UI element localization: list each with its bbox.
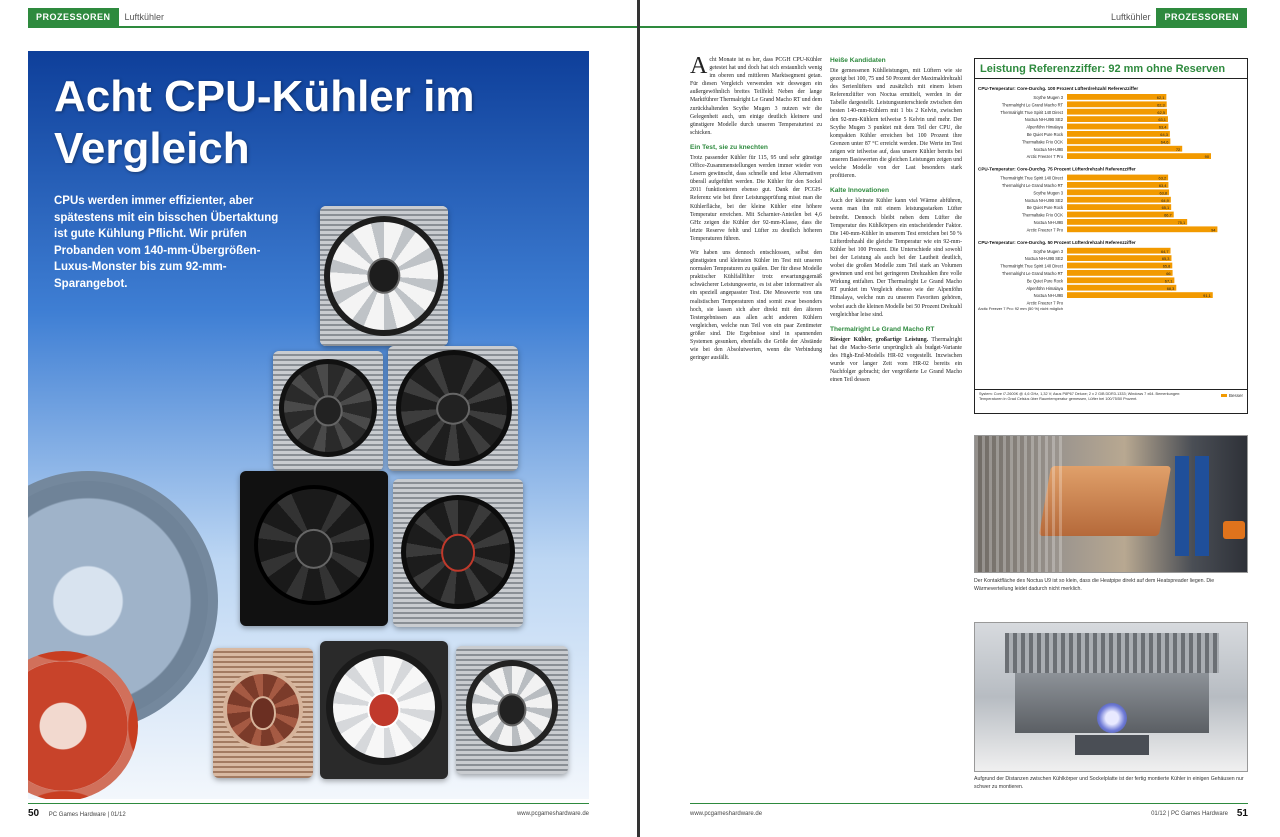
- chart-group-title: CPU-Temperatur: Core-Durchg. 50 Prozent Lüfterdrehzahl Referenzziffer: [978, 239, 1136, 245]
- chart-value-label: 64,7: [1160, 248, 1169, 254]
- cooler-white-fan: [320, 206, 448, 346]
- legend-swatch: [1221, 394, 1227, 397]
- cooler-black-fan-1: [273, 351, 383, 471]
- chart-bar: [1067, 131, 1170, 137]
- section-label: PROZESSOREN: [28, 8, 119, 26]
- body-paragraph: Wir haben uns dennoch entschlossen, selbst den günstigsten und kleinsten Kühler im Test mit unseren normalen Tempraturen zu quälen. Der für diese Modelle praktischer Kühlfallfilter trotz erwartungsgemäß schwächerer Leistungswerte, es ist aber informativer als ein speziell angepasster Test. Die Messwerte von uns realistischen Temperaturen sind somit zwar besonders hoch, sie lassen sich aber direkt mit den älteren Testergebnissen aus allen acht anderen Kühlern vergleichen, welche nun Teil von ein paar Zentimeter größer sind. Die Ergebnisse sind in spannenden Systemen gesunken, ebenfalls die Größe der Abstände wie bei den Absolutwerten, wenn die Verbindung geringer ausfällt.: [690, 249, 822, 362]
- chart-bar: [1067, 285, 1176, 291]
- footer-rule: [690, 803, 1248, 804]
- chart-bar: [1067, 175, 1168, 181]
- magazine-issue: PC Games Hardware | 01/12: [48, 812, 126, 818]
- chart-bar: [1067, 219, 1187, 225]
- drop-cap: A: [690, 56, 708, 79]
- chart-category-label: Noctua NH-U9B: [1033, 220, 1063, 225]
- chart-bar: [1067, 94, 1166, 100]
- photo-cooler-mounted: [974, 435, 1248, 573]
- chart-category-label: Scythe Mugen 3: [1033, 248, 1063, 254]
- chart-bar: [1067, 212, 1174, 218]
- cooler-noctua: [213, 648, 313, 778]
- chart-value-label: 64,3: [1160, 132, 1168, 137]
- body-paragraph: Die gemessenen Kühlleistungen, mit Lüftern wie sie gezeigt bei 100, 75 und 50 Prozent der Maximaldrehzahl des Serienlüfters und zusätzlich mit einem leisen Referenzlüfter von Noctua ermittelt, werden in der Tabelle dargestellt. Leistungsunterschiede zwischen den besten 140-mm-Kühlern mit 1 bis 2 Kelvin, zwischen den 92-mm-Kühlern teilweise 5 Kelvin und mehr. Der Scythe Mugen 3 punktet mit dem Teil der CPU, die kompakten Kühler erreichen bei 100 Prozent ihre Grenzen unter 87 °C erreicht werden. Die Werte im Test zeigen wir teilweise auf, dass unsere Kühler bereits bei unseren Basiswerten die gleichen Leistungen zeigen und welche Modelle von der Last besonders stark profitieren.: [830, 68, 962, 180]
- page-number: 51: [1236, 808, 1248, 819]
- right-header: [1105, 8, 1247, 26]
- chart-category-label: Alpenföhn Himalaya: [1026, 124, 1063, 130]
- photo-caption-2: Aufgrund der Distanzen zwischen Kühlkörper und Sockelplatte ist der fertig montierte Kühler in einigen Gehäusen nur schwer zu montieren.: [974, 776, 1244, 790]
- chart-value-label: 75,1: [1177, 220, 1186, 225]
- chart-bar: [1067, 146, 1182, 152]
- chart-value-label: 65,1: [1161, 205, 1170, 211]
- chart-category-label: Thermalright True Spirit 140 Direct: [1000, 175, 1063, 181]
- chart-value-label: 90: [1204, 154, 1209, 160]
- chart-bar: [1067, 248, 1171, 254]
- chart-footer: [975, 389, 1247, 413]
- chart-bar: [1067, 189, 1169, 195]
- chart-legend: [1221, 393, 1243, 399]
- chart-value-label: 66: [1166, 271, 1171, 276]
- chart-category-label: Thermalright Le Grand Macho RT: [1001, 102, 1063, 108]
- chart-category-label: Thermalright Le Grand Macho RT: [1001, 183, 1063, 188]
- photo-cooler-base: [974, 622, 1248, 772]
- chart-category-label: Noctua NH-U9B SE2: [1024, 256, 1063, 262]
- chart-plot: [975, 79, 1246, 387]
- legend-label: Besser: [1228, 393, 1243, 398]
- chart-category-label: Arctic Freezer 7 Pro: [1026, 300, 1063, 306]
- chart-category-label: Thermalright True Spirit 140 Direct: [1000, 263, 1063, 269]
- website-url: www.pcgameshardware.de: [516, 811, 589, 817]
- chart-category-label: Alpenföhn Himalaya: [1026, 285, 1063, 291]
- chart-bar: [1067, 255, 1171, 261]
- chart-category-label: Arctic Freezer 7 Pro: [1026, 154, 1063, 160]
- page-number: 50: [28, 808, 40, 819]
- chart-bar: [1067, 270, 1173, 276]
- subheading: Ein Test, sie zu knechten: [690, 143, 768, 151]
- chart-bar: [1067, 277, 1174, 283]
- chart-footnote: Arctic Freezer 7 Pro: 92 mm (50 %) nicht möglich: [978, 306, 1063, 311]
- left-footer: [28, 808, 589, 820]
- header-rule: [28, 26, 637, 28]
- subheading: Kalte Innovationen: [830, 187, 889, 195]
- chart-category-label: Be Quiet Pure Rock: [1026, 205, 1063, 211]
- chart-bar: [1067, 263, 1172, 269]
- chart-category-label: Be Quiet Pure Rock: [1026, 278, 1063, 284]
- chart-category-label: Noctua NH-U9B SE2: [1024, 197, 1063, 203]
- chart-group-title: CPU-Temperatur: Core-Durchg. 75 Prozent Lüfterdrehzahl Referenzziffer: [978, 166, 1136, 172]
- chart-category-label: Noctua NH-U9B: [1033, 146, 1063, 152]
- chart-category-label: Be Quiet Pure Rock: [1026, 132, 1063, 137]
- chart-bar: [1067, 226, 1217, 232]
- left-page: [0, 0, 637, 837]
- article-column-1: [690, 56, 822, 798]
- chart-value-label: 91,1: [1203, 293, 1211, 299]
- body-paragraph: Thermalright hat die Macho-Serie ursprünglich als budget-Variante des High-End-Modells HR-02 vorgestellt. Inzwischen wurde vor langer Zeit vom HR-02 bereits ein Nachfolger gebracht; der vergrößerte Le Grand Macho einen Teil dessen: [830, 336, 962, 384]
- hero-image: [28, 51, 589, 799]
- subsection-label: Luftkühler: [124, 12, 165, 22]
- chart-value-label: 66,7: [1164, 212, 1172, 218]
- product-heading: Thermalright Le Grand Macho RT: [830, 325, 935, 333]
- chart-value-label: 67,1: [1164, 278, 1173, 284]
- cooler-red-accent: [393, 479, 523, 627]
- body-paragraph: Trotz passender Kühler für 115, 95 und sehr günstige Office-Zusammenstellungen werden immer wieder von Lesern gewünscht, dass schnelle und leise Alternativen überall aufgeführt werden. Die Kühler für den Sockel 2011 funktionieren ebenso gut. Dank der PCGH-Referenz wie bei ihrer Leistungsprüfung misst man die Kühlerfläche, bei der kleine Kühler eine höhere Temperatur erreichen. Mit Scharnier-Anteilen bei 4,6 GHz zeigen die Kühler der 92-mm-Klasse, dass die letzte Reserve fehlt und Lüfter zu deutlich höheren Temperaturen führen.: [690, 154, 822, 242]
- chart-category-label: Arctic Freezer 7 Pro: [1026, 227, 1063, 233]
- chart-bar: [1067, 204, 1171, 210]
- chart-bar: [1067, 153, 1211, 159]
- cooler-black-fan-2: [388, 346, 518, 471]
- chart-bar: [1067, 109, 1167, 115]
- product-lede: Riesiger Kühler, großartige Leistung.: [830, 336, 929, 343]
- chart-category-label: Scythe Mugen 3: [1033, 95, 1063, 100]
- chart-value-label: 63,2: [1158, 175, 1167, 181]
- chart-value-label: 64,6: [1160, 139, 1169, 145]
- subsection-label: Luftkühler: [1110, 12, 1151, 22]
- chart-value-label: 62,5: [1157, 109, 1165, 115]
- cooler-black-tower: [240, 471, 388, 626]
- right-footer: [690, 808, 1248, 820]
- article-column-2: [830, 56, 962, 798]
- chart-value-label: 65,3: [1161, 256, 1170, 262]
- chart-footer-text: System: Core i7-2600K @ 4,6 GHz, 1,32 V; Asus P8P67 Deluxe; 2 x 2 GiB DDR3-1333; Windows 7 x64. Bemerkungen: Temperaturen in Grad Celsius über Raumtemperatur gemessen, Lüfter bei 100/75/50 Prozent.: [979, 392, 1181, 401]
- left-header: [28, 8, 170, 26]
- chart-category-label: Noctua NH-U9B: [1033, 293, 1063, 299]
- photo-caption-1: Der Kontaktfläche des Noctua U9 ist so klein, dass die Heatpipe direkt auf dem Heatspreader liegen. Die Wärmeverteilung leidet dadurch nicht merklich.: [974, 578, 1215, 592]
- subheading: Heiße Kandidaten: [830, 57, 886, 64]
- chart-category-label: Thermalright Le Grand Macho RT: [1001, 271, 1063, 276]
- chart-bar: [1067, 182, 1168, 188]
- chart-category-label: Thermaltake Frio OCK: [1022, 212, 1063, 218]
- chart-value-label: 62,1: [1156, 95, 1165, 100]
- chart-category-label: Noctua NH-U9B SE2: [1024, 117, 1063, 123]
- chart-value-label: 94: [1211, 227, 1216, 233]
- article-title: Acht CPU-Kühler im Vergleich: [54, 72, 475, 173]
- chart-category-label: Scythe Mugen 3: [1033, 190, 1063, 196]
- chart-bar: [1067, 101, 1167, 107]
- article-lead: CPUs werden immer effizienter, aber spätestens mit ein bisschen Übertaktung ist gute Kühlung Pflicht. Wir prüfen Probanden vom 140-mm-Übergrößen-Luxus-Monster bis zum 92-mm-Sparangebot.: [54, 195, 279, 290]
- cooler-white-red-hub: [320, 641, 448, 779]
- magazine-issue: 01/12 | PC Games Hardware: [1151, 811, 1228, 817]
- body-paragraph: Auch der kleinste Kühler kann viel Wärme abführen, wenn man ihn mit einem leistungsstarken Lüfter betreibt. Dennoch bleibt neben dem Lüfter die Temperatur des Kühlkörpers ein entscheidender Faktor. Die 140-mm-Kühler in unserem Test erreichen bei 50 % Lüfterdrehzahl die gleiche Temperatur wie ein 92-mm-Kühler bei 100 Prozent. Die Unterschiede sind sowohl bei der Leistung als auch bei der Lautheit deutlich, wobei die großen Modelle zum Teil stark an Volumen gewinnen und erst bei geringeren Drehzahlen ihre volle Wirkung entfalten. Der Thermalright Le Grand Macho RT punktet im Vergleich ebenso wie der Alpenföhn Himalaya, welche nun zu unseren Favoriten gehören, wobei auch die kleinen Modelle bei 50 Prozent Drehzahl vergleichbar leise sind.: [830, 198, 962, 318]
- chart-value-label: 62,3: [1157, 102, 1165, 108]
- cooler-small-92mm: [456, 646, 568, 774]
- chart-value-label: 65,8: [1162, 263, 1171, 269]
- chart-value-label: 63,8: [1159, 190, 1168, 196]
- chart-value-label: 63,4: [1158, 124, 1167, 130]
- chart-bar: [1067, 124, 1168, 130]
- chart-bar: [1067, 292, 1213, 298]
- chart-bar: [1067, 138, 1170, 144]
- section-label: PROZESSOREN: [1156, 8, 1247, 26]
- footer-rule: [28, 803, 589, 804]
- header-rule: [640, 26, 1247, 28]
- chart-title: Leistung Referenzziffer: 92 mm ohne Reserven: [975, 59, 1247, 79]
- chart-bar: [1067, 116, 1168, 122]
- chart-value-label: 63,1: [1158, 117, 1166, 123]
- chart-category-label: Thermaltake Frio OCK: [1022, 139, 1063, 145]
- chart-value-label: 64,9: [1161, 197, 1169, 203]
- chart-group-title: CPU-Temperatur: Core-Durchg. 100 Prozent Lüfterdrehzahl Referenzziffer: [978, 86, 1139, 91]
- chart-value-label: 72: [1175, 146, 1181, 152]
- benchmark-chart: [974, 58, 1248, 414]
- website-url: www.pcgameshardware.de: [690, 811, 763, 817]
- chart-category-label: Thermalright True Spirit 140 Direct: [1000, 109, 1063, 115]
- chart-value-label: 68,3: [1166, 285, 1175, 291]
- intro-paragraph: cht Monate ist es her, dass PCGH CPU-Kühler getestet hat und doch hat sich erstaunlich wenig im oberen und mittleren Marktsegment getan. Für diesen Vergleich verwenden wir deswegen ein außergewöhnlich breites Teilfeld: Neben der lange Marktführer Thermalright Le Grand Macho RT und dem zurückhaltenden Scythe Mugen 3 nutzen wir die Gelegenheit auch, um einige deutlich kleinere und günstigere Modelle durch unseren Temperaturtest zu schicken.: [690, 57, 822, 136]
- chart-bar: [1067, 197, 1171, 203]
- chart-value-label: 63,4: [1158, 183, 1167, 188]
